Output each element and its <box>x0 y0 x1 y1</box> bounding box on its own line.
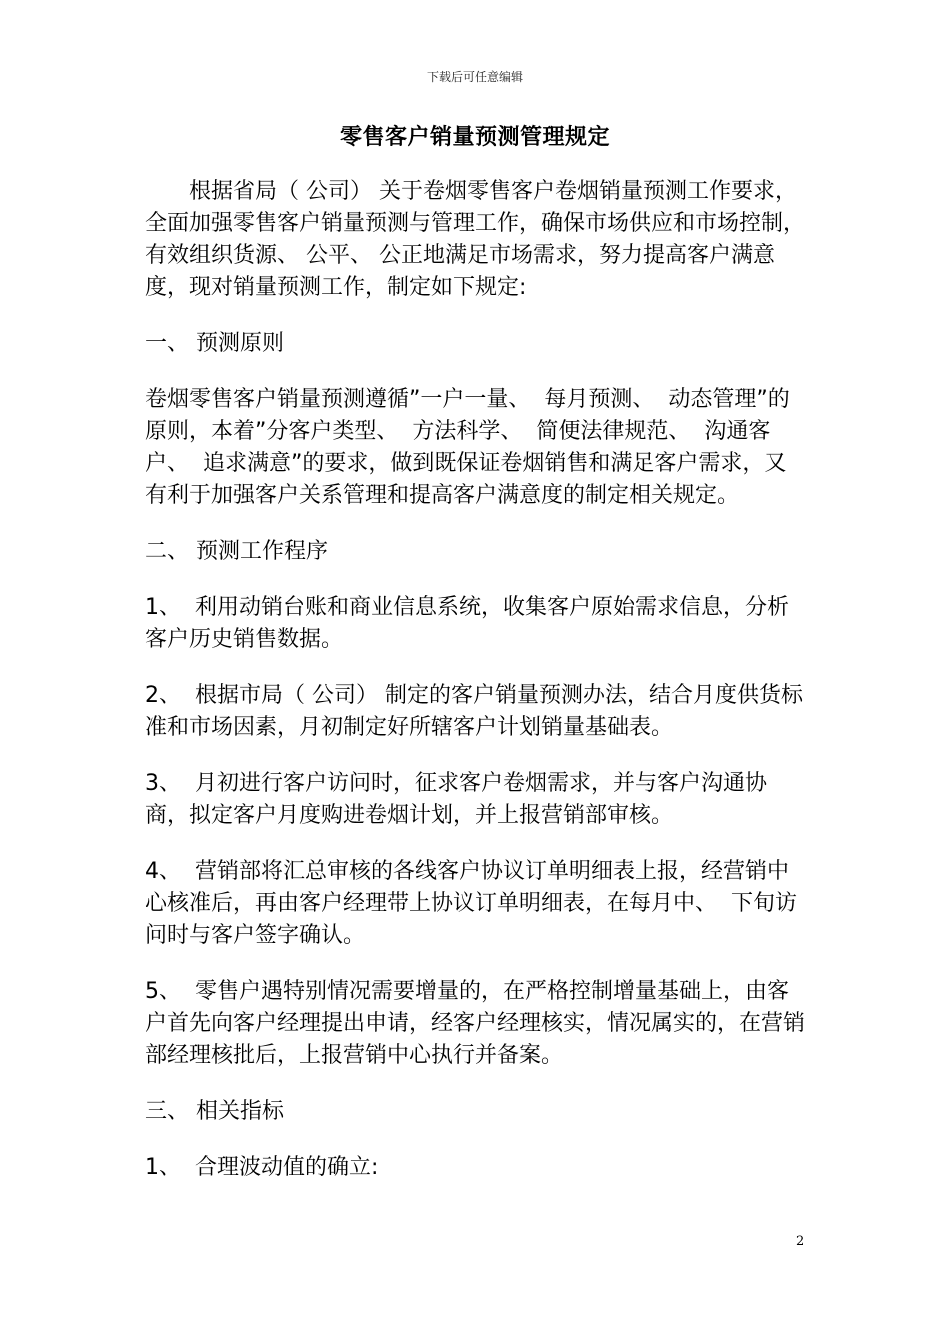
document-title: 零售客户销量预测管理规定 <box>339 125 610 150</box>
list-item: 1、 合理波动值的确立: <box>145 1155 379 1180</box>
list-item: 4、 营销部将汇总审核的各线客户协议订单明细表上报，经营销中心核准后，再由客户经理带上协议订单明细表，在每月中、 下旬访问时与客户签字确认。 <box>145 859 797 948</box>
section-heading: 三、 相关指标 <box>145 1099 284 1124</box>
document-body <box>145 176 805 1208</box>
paragraph: 卷烟零售客户销量预测遵循”一户一量、 每月预测、 动态管理”的原则，本着”分客户类型、 方法科学、 简便法律规范、 沟通客户、 追求满意”的要求，做到既保证卷烟销售和满足客户需求，又有利于加强客户关系管理和提高客户满意度的制定相关规定。 <box>145 387 790 508</box>
section-3 <box>145 1096 805 1184</box>
section-heading: 一、 预测原则 <box>145 331 284 356</box>
section-1 <box>145 328 805 512</box>
list-item: 2、 根据市局（ 公司） 制定的客户销量预测办法，结合月度供货标准和市场因素，月初制定好所辖客户计划销量基础表。 <box>145 683 803 740</box>
list-item: 1、 利用动销台账和商业信息系统，收集客户原始需求信息，分析客户历史销售数据。 <box>145 595 789 652</box>
section-2 <box>145 536 805 1072</box>
section-heading: 二、 预测工作程序 <box>145 539 328 564</box>
intro-paragraph: 根据省局（ 公司） 关于卷烟零售客户卷烟销量预测工作要求，全面加强零售客户销量预测与管理工作，确保市场供应和市场控制，有效组织货源、 公平、 公正地满足市场需求，努力提高客户满意度，现对销量预测工作，制定如下规定: <box>145 179 806 300</box>
list-item: 5、 零售户遇特别情况需要增量的，在严格控制增量基础上，由客户首先向客户经理提出申请，经客户经理核实，情况属实的，在营销部经理核批后，上报营销中心执行并备案。 <box>145 979 806 1068</box>
list-item: 3、 月初进行客户访问时，征求客户卷烟需求，并与客户沟通协商，拟定客户月度购进卷烟计划，并上报营销部审核。 <box>145 771 767 828</box>
page-number: 2 <box>796 1234 805 1249</box>
header-note: 下载后可任意编辑 <box>426 70 523 84</box>
